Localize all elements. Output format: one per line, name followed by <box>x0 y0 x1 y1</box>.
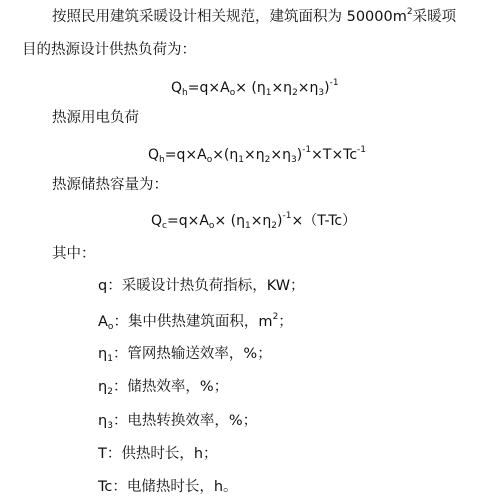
intro-line-1 <box>52 7 456 27</box>
intro-text-b: 采暖项 <box>412 9 457 25</box>
intro-text-a: 按照民用建筑采暖设计相关规范，建筑面积为 50000m <box>52 9 407 25</box>
formula-heat-load: $Q_h=q\times A_o\times (\eta_1\times\eta_2\times\eta_3)^{-1}$ <box>171 78 339 98</box>
label-storage-capacity: 热源储热容量为： <box>52 177 168 193</box>
formula-power-load: $Q_h=q\times A_o\times(\eta_1\times\eta_2\times\eta_3)^{-1}\times T\times Tc^{-1}$ <box>148 145 367 165</box>
definition-tc: Tc：电储热时长，h。 <box>98 479 238 495</box>
definition-t: T：供热时长，h； <box>98 446 218 462</box>
area-unit-superscript: 2 <box>406 7 413 17</box>
definition-ao: $A_o$：集中供热建筑面积，$m^2$； <box>98 312 293 332</box>
definition-eta1: $\eta_1$：管网热输送效率，%； <box>98 346 272 364</box>
where-label: 其中： <box>52 246 96 262</box>
intro-line-2: 目的热源设计供热负荷为： <box>22 42 196 58</box>
definition-eta2: $\eta_2$：储热效率，%； <box>98 379 229 397</box>
definition-eta3: $\eta_3$：电热转换效率，%； <box>98 413 258 431</box>
label-power-load: 热源用电负荷 <box>52 110 139 126</box>
definition-q: q：采暖设计热负荷指标，KW； <box>98 278 305 294</box>
formula-storage-capacity: $Q_c=q\times A_o\times (\eta_1\times\eta_2)^{-1}\times(T-Tc)$ <box>151 211 357 231</box>
